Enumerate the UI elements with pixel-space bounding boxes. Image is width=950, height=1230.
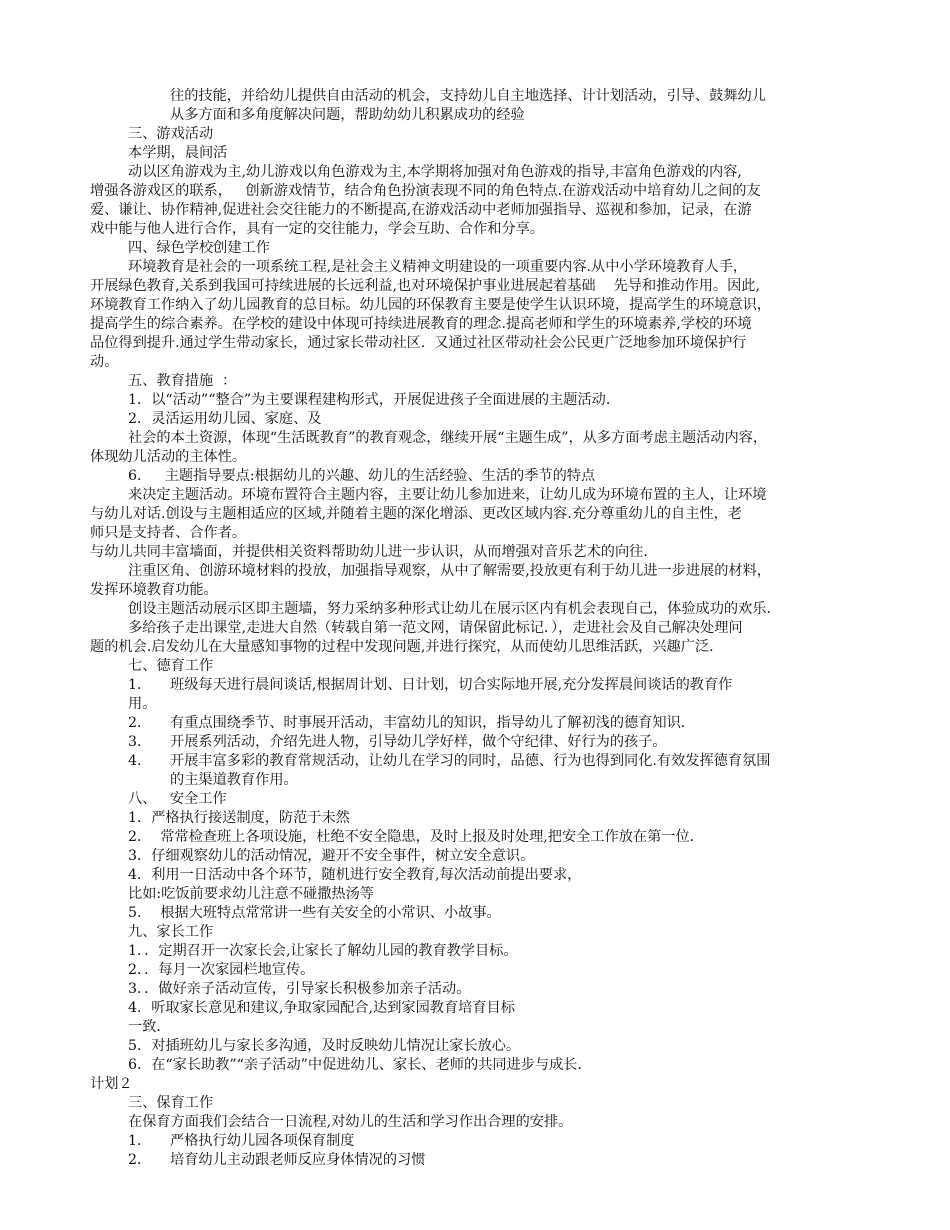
list-item-text: 班级每天进行晨间谈话,根据周计划、日计划，切合实际地开展,充分发挥晨间谈话的教育作 <box>170 677 733 693</box>
list-item-continuation: 用。 <box>128 696 157 712</box>
list-item: 3．．做好亲子活动宣传，引导家长积极参加亲子活动。 <box>128 981 471 997</box>
list-item: 2．灵活运用幼儿园、家庭、及 <box>128 411 322 427</box>
paragraph-line: 多给孩子走出课堂,走进大自然（转载自第一范文网，请保留此标记．），走进社会及自己解决处理问 <box>128 620 743 636</box>
list-item: 3．仔细观察幼儿的活动情况，避开不安全事件，树立安全意识。 <box>128 848 535 864</box>
paragraph-line: 开展绿色教育,关系到我国可持续进展的长远利益,也对环境保护事业进展起着基础 先导和推动作用。因此, <box>90 278 761 294</box>
list-item: 2．．每月一次家园栏地宣传。 <box>128 962 315 978</box>
list-item: 4．听取家长意见和建议,争取家园配合,达到家园教育培育目标 <box>128 1000 515 1016</box>
paragraph-line: 师只是支持者、合作者。 <box>90 525 247 541</box>
paragraph-line: 提高学生的综合素养。在学校的建设中体现可持续进展教育的理念.提高老师和学生的环境素养,学校的环境 <box>90 316 752 332</box>
section-heading-parents: 九、家长工作 <box>128 924 214 940</box>
section-heading-games: 三、游戏活动 <box>128 126 214 142</box>
paragraph-line: 题的机会.启发幼儿在大量感知事物的过程中发现问题,并进行探究，从而使幼儿思维活跃，兴趣广泛． <box>90 639 724 655</box>
list-item-continuation: 一致． <box>128 1019 171 1035</box>
list-item-text: 开展系列活动，介绍先进人物，引导幼儿学好样，做个守纪律、好行为的孩子。 <box>170 734 667 750</box>
list-item-text: 有重点围绕季节、时事展开活动，丰富幼儿的知识，指导幼儿了解初浅的德育知识． <box>170 715 695 731</box>
list-number: 3． <box>128 734 152 750</box>
paragraph-line: 环境教育工作纳入了幼儿园教育的总目标。幼儿园的环保教育主要是使学生认识环境，提高学生的环境意识， <box>90 297 772 313</box>
list-item: 5． 根据大班特点常常讲一些有关安全的小常识、小故事。 <box>128 905 501 921</box>
section-heading-green-school: 四、绿色学校创建工作 <box>128 240 270 256</box>
paragraph-line: 发挥环境教育功能。 <box>90 582 218 598</box>
section-heading-measures: 五、教育措施 ： <box>128 373 237 389</box>
list-number: 2． <box>128 1152 152 1168</box>
paragraph-line: 在保育方面我们会结合一日流程,对幼儿的生活和学习作出合理的安排。 <box>128 1114 573 1130</box>
paragraph-line: 品位得到提升.通过学生带动家长，通过家长带动社区. 又通过社区带动社会公民更广泛地参加环境保护行 <box>90 335 747 351</box>
section-heading-care: 三、保育工作 <box>128 1095 214 1111</box>
section-heading-moral: 七、德育工作 <box>128 658 214 674</box>
paragraph-line: 戏中能与他人进行合作，具有一定的交往能力，学会互助、合作和分享。 <box>90 221 545 237</box>
paragraph-line: 注重区角、创游环境材料的投放，加强指导观察，从中了解需要,投放更有利于幼儿进一步进展的材料， <box>128 563 771 579</box>
list-item: 5．对插班幼儿与家长多沟通，及时反映幼儿情况让家长放心。 <box>128 1038 521 1054</box>
list-number: 1． <box>128 677 152 693</box>
list-item: 1．．定期召开一次家长会,让家长了解幼儿园的教育教学目标。 <box>128 943 518 959</box>
list-item: 6． 主题指导要点:根据幼儿的兴趣、幼儿的生活经验、生活的季节的特点 <box>128 468 596 484</box>
plan-heading: 计划２ <box>90 1076 133 1092</box>
list-item: 1．以“活动”“整合”为主要课程建构形式，开展促进孩子全面进展的主题活动． <box>128 392 621 408</box>
list-number: 1． <box>128 1133 152 1149</box>
list-item-text: 严格执行幼儿园各项保育制度 <box>170 1133 355 1149</box>
paragraph-line: 环境教育是社会的一项系统工程,是社会主义精神文明建设的一项重要内容.从中小学环境教育人手， <box>128 259 748 275</box>
list-item-continuation: 比如:吃饭前要求幼儿注意不碰撒热汤等 <box>128 886 374 902</box>
list-item: 6．在“家长助教”“亲子活动”中促进幼儿、家长、老师的共同进步与成长． <box>128 1057 592 1073</box>
paragraph-line: 创设主题活动展示区即主题墙，努力采纳多种形式让幼儿在展示区内有机会表现自己，体验成功的欢乐． <box>128 601 781 617</box>
paragraph-line: 体现幼儿活动的主体性。 <box>90 449 247 465</box>
list-item: 4．利用一日活动中各个环节，随机进行安全教育,每次活动前提出要求， <box>128 867 582 883</box>
paragraph-line: 与幼儿共同丰富墙面，并提供相关资料帮助幼儿进一步认识，从而增强对音乐艺术的向往． <box>90 544 658 560</box>
paragraph-line: 往的技能，并给幼儿提供自由活动的机会，支持幼儿自主地选择、计计划活动，引导、鼓舞幼儿 <box>170 88 766 104</box>
paragraph-line: 社会的本土资源，体现“生活既教育”的教育观念，继续开展“主题生成”，从多方面考虑主题活动内容， <box>128 430 768 446</box>
paragraph-line: 动。 <box>90 354 119 370</box>
paragraph-line: 爱、谦让、协作精神,促进社会交往能力的不断提高,在游戏活动中老师加强指导、巡视和参加，记录，在游 <box>90 202 752 218</box>
section-heading-safety: 八、 安全工作 <box>128 791 227 807</box>
paragraph-line: 与幼儿对话.创设与主题相适应的区域,并随着主题的深化增添、更改区域内容.充分尊重幼儿的自主性，老 <box>90 506 742 522</box>
paragraph-line: 来决定主题活动。环境布置符合主题内容，主要让幼儿参加进来，让幼儿成为环境布置的主人，让环境 <box>128 487 767 503</box>
list-item: 2． 常常检查班上各项设施，杜绝不安全隐患，及时上报及时处理,把安全工作放在第一位． <box>128 829 704 845</box>
list-item-continuation: 的主渠道教育作用。 <box>170 772 298 788</box>
paragraph-line: 从多方面和多角度解决问题，帮助幼幼儿积累成功的经验 <box>170 107 525 123</box>
list-number: 2． <box>128 715 152 731</box>
list-item-text: 培育幼儿主动跟老师反应身体情况的习惯 <box>170 1152 426 1168</box>
paragraph-line: 本学期，晨间活 <box>128 145 228 161</box>
paragraph-line: 动以区角游戏为主,幼儿游戏以角色游戏为主,本学期将加强对角色游戏的指导,丰富角色游戏的内容, <box>128 164 742 180</box>
list-item: 1．严格执行接送制度，防范于未然 <box>128 810 350 826</box>
list-item-text: 开展丰富多彩的教育常规活动，让幼儿在学习的同时，品德、行为也得到同化.有效发挥德育氛围 <box>170 753 771 769</box>
list-number: 4． <box>128 753 152 769</box>
paragraph-line: 增强各游戏区的联系， 创新游戏情节，结合角色扮演表现不同的角色特点.在游戏活动中培育幼儿之间的友 <box>90 183 761 199</box>
